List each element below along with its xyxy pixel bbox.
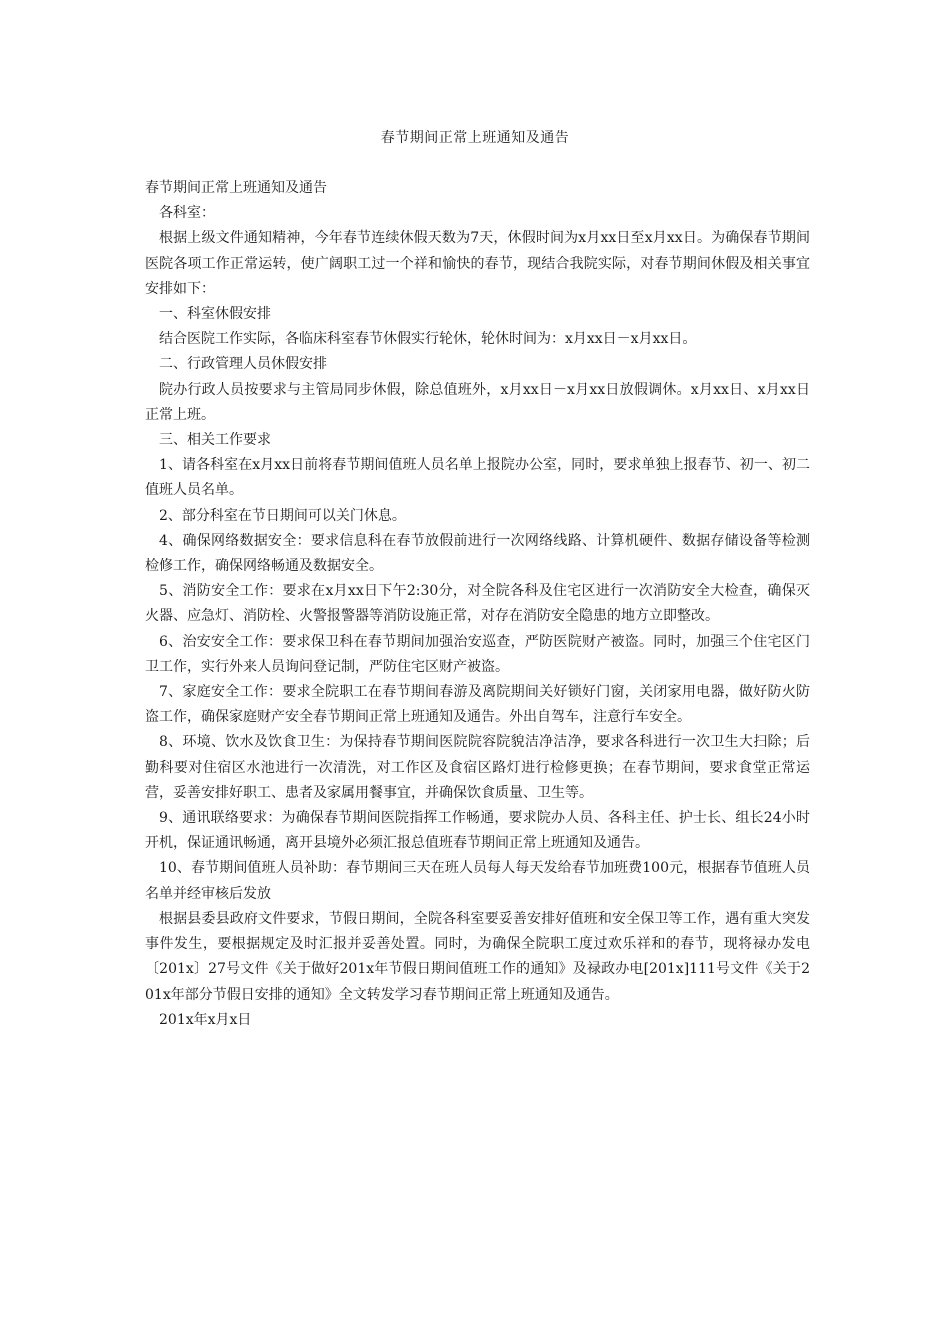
requirement-item: 5、消防安全工作：要求在x月xx日下午2:30分，对全院各科及住宅区进行一次消防安全大检查，确保灭火器、应急灯、消防栓、火警报警器等消防设施正常，对存在消防安全隐患的地方立即整改。: [145, 583, 810, 625]
requirement-item: 7、家庭安全工作：要求全院职工在春节期间春游及离院期间关好锁好门窗，关闭家用电器，做好防火防盗工作，确保家庭财产安全春节期间正常上班通知及通告。外出自驾车，注意行车安全。: [145, 684, 810, 726]
section-2-title: 二、行政管理人员休假安排: [159, 356, 327, 373]
salutation: 各科室：: [159, 205, 215, 222]
requirement-item: 1、请各科室在x月xx日前将春节期间值班人员名单上报院办公室，同时，要求单独上报春节、初一、初二值班人员名单。: [145, 457, 810, 499]
document-body: [145, 176, 810, 1033]
requirement-item: 4、确保网络数据安全：要求信息科在春节放假前进行一次网络线路、计算机硬件、数据存储设备等检测检修工作，确保网络畅通及数据安全。: [145, 532, 810, 575]
document-heading: 春节期间正常上班通知及通告: [145, 180, 327, 196]
document-date: 201x年x月x日: [159, 1011, 252, 1028]
requirement-item: 6、治安安全工作：要求保卫科在春节期间加强治安巡查，严防医院财产被盗。同时，加强三个住宅区门卫工作，实行外来人员询问登记制，严防住宅区财产被盗。: [145, 633, 810, 675]
section-3-title: 三、相关工作要求: [159, 432, 271, 449]
section-1-title: 一、科室休假安排: [159, 306, 271, 323]
requirement-item: 10、春节期间值班人员补助：春节期间三天在班人员每人每天发给春节加班费100元，根据春节值班人员名单并经审核后发放: [145, 860, 810, 902]
document-title: 春节期间正常上班通知及通告: [380, 130, 570, 146]
section-2-body: 院办行政人员按要求与主管局同步休假，除总值班外，x月xx日－x月xx日放假调休。x月xx日、x月xx日正常上班。: [145, 381, 810, 423]
requirement-item: 8、环境、饮水及饮食卫生：为保持春节期间医院院容院貌洁净洁净，要求各科进行一次卫生大扫除；后勤科要对住宿区水池进行一次清洗，对工作区及食宿区路灯进行检修更换；在春节期间，要求食堂正常运营，妥善安排好职工、患者及家属用餐事宜，并确保饮食质量、卫生等。: [145, 734, 810, 801]
requirement-item: 9、通讯联络要求：为确保春节期间医院指挥工作畅通，要求院办人员、各科主任、护士长、组长24小时开机，保证通讯畅通，离开县境外必须汇报总值班春节期间正常上班通知及通告。: [145, 810, 810, 852]
closing-paragraph: 根据县委县政府文件要求，节假日期间，全院各科室要妥善安排好值班和安全保卫等工作，遇有重大突发事件发生，要根据规定及时汇报并妥善处置。同时，为确保全院职工度过欢乐祥和的春节，现将禄办发电〔201x〕27号文件《关于做好201x年节假日期间值班工作的通知》及禄政办电[201x]111号文件《关于201x年部分节假日安排的通知》全文转发学习春节期间正常上班通知及通告。: [145, 910, 810, 1003]
intro-paragraph: 根据上级文件通知精神，今年春节连续休假天数为7天，休假时间为x月xx日至x月xx日。为确保春节期间医院各项工作正常运转，使广阔职工过一个祥和愉快的春节，现结合我院实际，对春节期间休假及相关事宜安排如下：: [145, 230, 810, 297]
section-1-body: 结合医院工作实际，各临床科室春节休假实行轮休，轮休时间为：x月xx日－x月xx日。: [159, 331, 697, 348]
requirement-item: 2、部分科室在节日期间可以关门休息。: [159, 507, 406, 524]
